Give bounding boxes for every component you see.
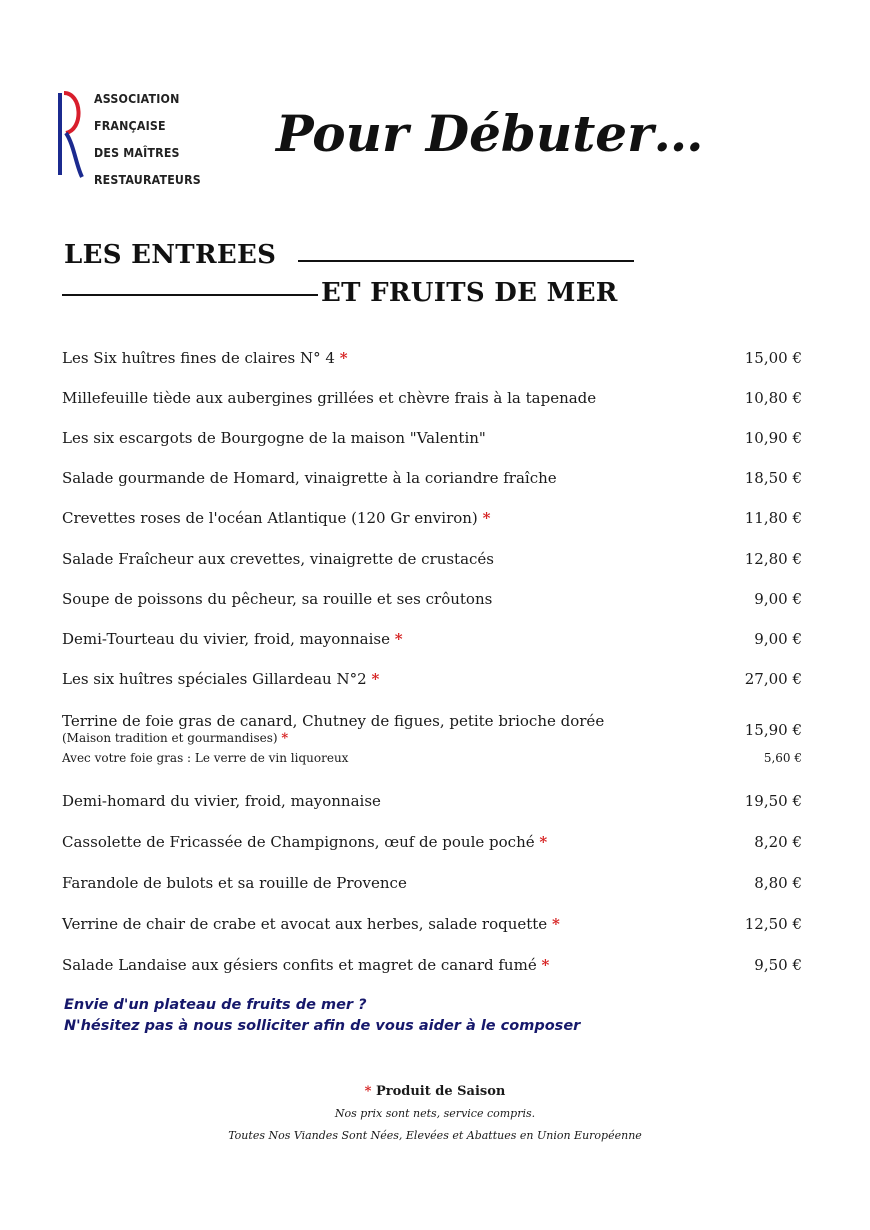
item-price: 9,50 € xyxy=(754,956,802,974)
menu-item xyxy=(62,465,802,491)
logo-line: FRANÇAISE xyxy=(94,119,166,133)
season-legend xyxy=(0,1084,870,1099)
season-star: * xyxy=(371,670,380,688)
meat-origin-note: Toutes Nos Viandes Sont Nées, Elevées et Abattues en Union Européenne xyxy=(228,1129,642,1142)
menu-item xyxy=(62,626,802,652)
menu-item xyxy=(62,870,802,896)
season-star: * xyxy=(339,349,348,367)
menu-item xyxy=(62,385,802,411)
item-price: 12,80 € xyxy=(744,550,802,568)
section-rule xyxy=(298,260,634,262)
foie-gras-note: (Maison tradition et gourmandises) xyxy=(62,731,278,745)
item-price: 19,50 € xyxy=(744,792,802,810)
item-name: Salade Landaise aux gésiers confits et magret de canard fumé xyxy=(62,956,537,974)
page-title: Pour Débuter… xyxy=(276,104,704,163)
logo-line: RESTAURATEURS xyxy=(94,173,201,187)
association-logo xyxy=(56,86,206,187)
section-rule xyxy=(62,294,318,296)
item-name: Demi-homard du vivier, froid, mayonnaise xyxy=(62,792,381,810)
menu-item xyxy=(62,911,802,937)
maitres-restaurateurs-r-icon xyxy=(56,89,86,179)
item-name: Verrine de chair de crabe et avocat aux herbes, salade roquette xyxy=(62,915,548,933)
item-name: Les six huîtres spéciales Gillardeau N°2 xyxy=(62,670,367,688)
menu-item xyxy=(62,345,802,371)
item-name: Salade gourmande de Homard, vinaigrette à la coriandre fraîche xyxy=(62,469,557,487)
season-legend-text: Produit de Saison xyxy=(375,1084,506,1099)
item-name: Millefeuille tiède aux aubergines grillées et chèvre frais à la tapenade xyxy=(62,389,597,407)
season-star: * xyxy=(551,915,560,933)
item-name: Les Six huîtres fines de claires N° 4 xyxy=(62,349,335,367)
season-star: * xyxy=(394,630,403,648)
item-price: 8,80 € xyxy=(754,874,802,892)
item-name: Les six escargots de Bourgogne de la maison "Valentin" xyxy=(62,429,486,447)
menu-item xyxy=(62,546,802,572)
item-price: 9,00 € xyxy=(754,630,802,648)
item-price: 9,00 € xyxy=(754,590,802,608)
menu-item xyxy=(62,666,802,692)
item-price: 15,90 € xyxy=(744,721,802,739)
section-heading-line1 xyxy=(64,238,644,278)
menu-item xyxy=(62,586,802,612)
season-star: * xyxy=(482,509,491,527)
season-star: * xyxy=(364,1084,372,1099)
item-name: Soupe de poissons du pêcheur, sa rouille et ses crôutons xyxy=(62,590,493,608)
item-price: 15,00 € xyxy=(744,349,802,367)
logo-line: ASSOCIATION xyxy=(94,92,180,106)
promo-line: N'hésitez pas à nous solliciter afin de vous aider à le composer xyxy=(64,1018,581,1034)
season-star: * xyxy=(541,956,550,974)
item-price: 12,50 € xyxy=(744,915,802,933)
item-name: Crevettes roses de l'océan Atlantique (120 Gr environ) xyxy=(62,509,478,527)
section-heading-line2 xyxy=(62,276,662,316)
item-price: 27,00 € xyxy=(744,670,802,688)
logo-line: DES MAÎTRES xyxy=(94,146,180,160)
promo-line: Envie d'un plateau de fruits de mer ? xyxy=(64,997,367,1013)
menu-item xyxy=(62,952,802,978)
item-name: Salade Fraîcheur aux crevettes, vinaigrette de crustacés xyxy=(62,550,495,568)
wine-price: 5,60 € xyxy=(763,751,802,765)
item-price: 8,20 € xyxy=(754,833,802,851)
item-name: Demi-Tourteau du vivier, froid, mayonnaise xyxy=(62,630,390,648)
season-star: * xyxy=(281,731,289,746)
section-title-fruits-de-mer: ET FRUITS DE MER xyxy=(321,278,618,308)
menu-item xyxy=(62,425,802,451)
item-price: 10,90 € xyxy=(744,429,802,447)
wine-pairing: Avec votre foie gras : Le verre de vin liquoreux xyxy=(62,751,349,765)
item-price: 10,80 € xyxy=(744,389,802,407)
seafood-platter-promo xyxy=(64,995,580,1037)
price-note: Nos prix sont nets, service compris. xyxy=(334,1107,536,1120)
item-price: 18,50 € xyxy=(744,469,802,487)
menu-item xyxy=(62,829,802,855)
foie-gras-note-row xyxy=(62,731,288,746)
logo-text xyxy=(94,86,210,194)
item-name: Farandole de bulots et sa rouille de Provence xyxy=(62,874,407,892)
item-name: Cassolette de Fricassée de Champignons, œuf de poule poché xyxy=(62,833,535,851)
menu-item xyxy=(62,788,802,814)
item-name: Terrine de foie gras de canard, Chutney de figues, petite brioche dorée xyxy=(62,712,605,730)
season-star: * xyxy=(539,833,548,851)
item-price: 11,80 € xyxy=(744,509,802,527)
menu-item xyxy=(62,505,802,531)
section-title-entrees: LES ENTREES xyxy=(64,240,277,270)
